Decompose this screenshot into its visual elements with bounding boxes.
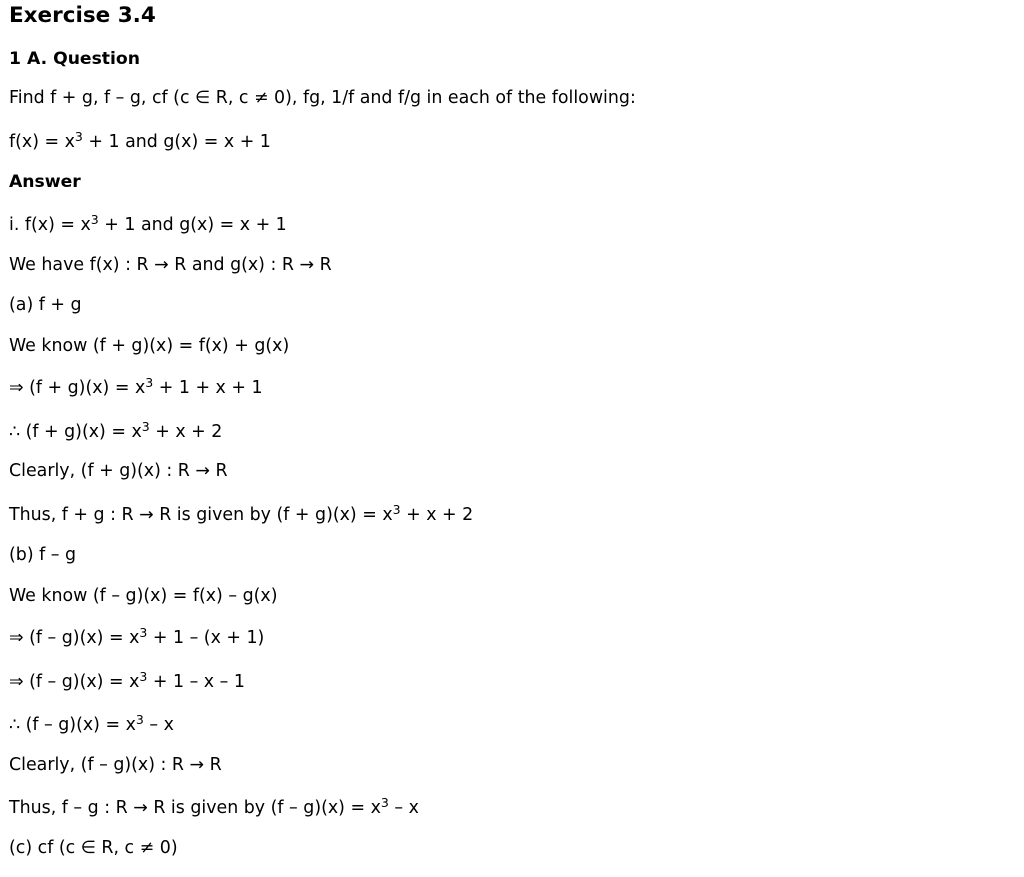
- answer-line-6: [9, 419, 223, 442]
- answer-line-13: [9, 712, 174, 735]
- answer-line-11-post: + 1 – (x + 1): [147, 628, 265, 648]
- answer-line-1-post: + 1 and g(x) = x + 1: [98, 215, 287, 235]
- answer-line-6-exponent: 3: [141, 419, 150, 435]
- answer-line-9: (b) f – g: [9, 545, 77, 565]
- answer-line-16: (c) cf (c ∈ R, c ≠ 0): [9, 838, 178, 858]
- answer-line-5: [9, 375, 263, 398]
- answer-line-11-pre: ⇒ (f – g)(x) = x: [9, 628, 140, 648]
- answer-line-8: [9, 502, 474, 525]
- answer-line-12: [9, 669, 245, 692]
- answer-line-1: [9, 212, 287, 235]
- answer-line-8-post: + x + 2: [400, 505, 474, 525]
- answer-line-14: Clearly, (f – g)(x) : R → R: [9, 755, 222, 775]
- answer-line-10: We know (f – g)(x) = f(x) – g(x): [9, 586, 278, 606]
- answer-line-13-pre: ∴ (f – g)(x) = x: [9, 715, 136, 735]
- answer-line-15-post: – x: [388, 798, 419, 818]
- answer-line-12-pre: ⇒ (f – g)(x) = x: [9, 672, 140, 692]
- answer-line-6-post: + x + 2: [149, 422, 223, 442]
- answer-line-2: We have f(x) : R → R and g(x) : R → R: [9, 255, 332, 275]
- answer-line-13-exponent: 3: [135, 712, 144, 728]
- answer-line-7: Clearly, (f + g)(x) : R → R: [9, 461, 228, 481]
- question-functions-post: + 1 and g(x) = x + 1: [82, 132, 271, 152]
- answer-line-15: [9, 795, 419, 818]
- answer-line-11-exponent: 3: [139, 625, 148, 641]
- answer-line-6-pre: ∴ (f + g)(x) = x: [9, 422, 142, 442]
- answer-line-15-exponent: 3: [380, 795, 389, 811]
- answer-line-13-post: – x: [143, 715, 174, 735]
- question-heading: 1 A. Question: [9, 49, 140, 69]
- question-functions-exponent: 3: [74, 129, 83, 145]
- answer-line-8-exponent: 3: [392, 502, 401, 518]
- answer-line-11: [9, 625, 265, 648]
- answer-line-12-post: + 1 – x – 1: [147, 672, 245, 692]
- answer-heading: Answer: [9, 172, 81, 192]
- answer-line-1-pre: i. f(x) = x: [9, 215, 91, 235]
- answer-line-8-pre: Thus, f + g : R → R is given by (f + g)(x) = x: [9, 505, 393, 525]
- answer-line-15-pre: Thus, f – g : R → R is given by (f – g)(x) = x: [9, 798, 381, 818]
- answer-line-5-post: + 1 + x + 1: [153, 378, 263, 398]
- answer-line-4: We know (f + g)(x) = f(x) + g(x): [9, 336, 290, 356]
- answer-line-5-pre: ⇒ (f + g)(x) = x: [9, 378, 146, 398]
- question-text: Find f + g, f – g, cf (c ∈ R, c ≠ 0), fg, 1/f and f/g in each of the following:: [9, 88, 636, 108]
- question-functions-pre: f(x) = x: [9, 132, 75, 152]
- answer-line-5-exponent: 3: [145, 375, 154, 391]
- answer-line-12-exponent: 3: [139, 669, 148, 685]
- exercise-title: Exercise 3.4: [9, 3, 156, 28]
- answer-line-1-exponent: 3: [90, 212, 99, 228]
- question-functions: [9, 129, 271, 152]
- answer-line-3: (a) f + g: [9, 295, 82, 315]
